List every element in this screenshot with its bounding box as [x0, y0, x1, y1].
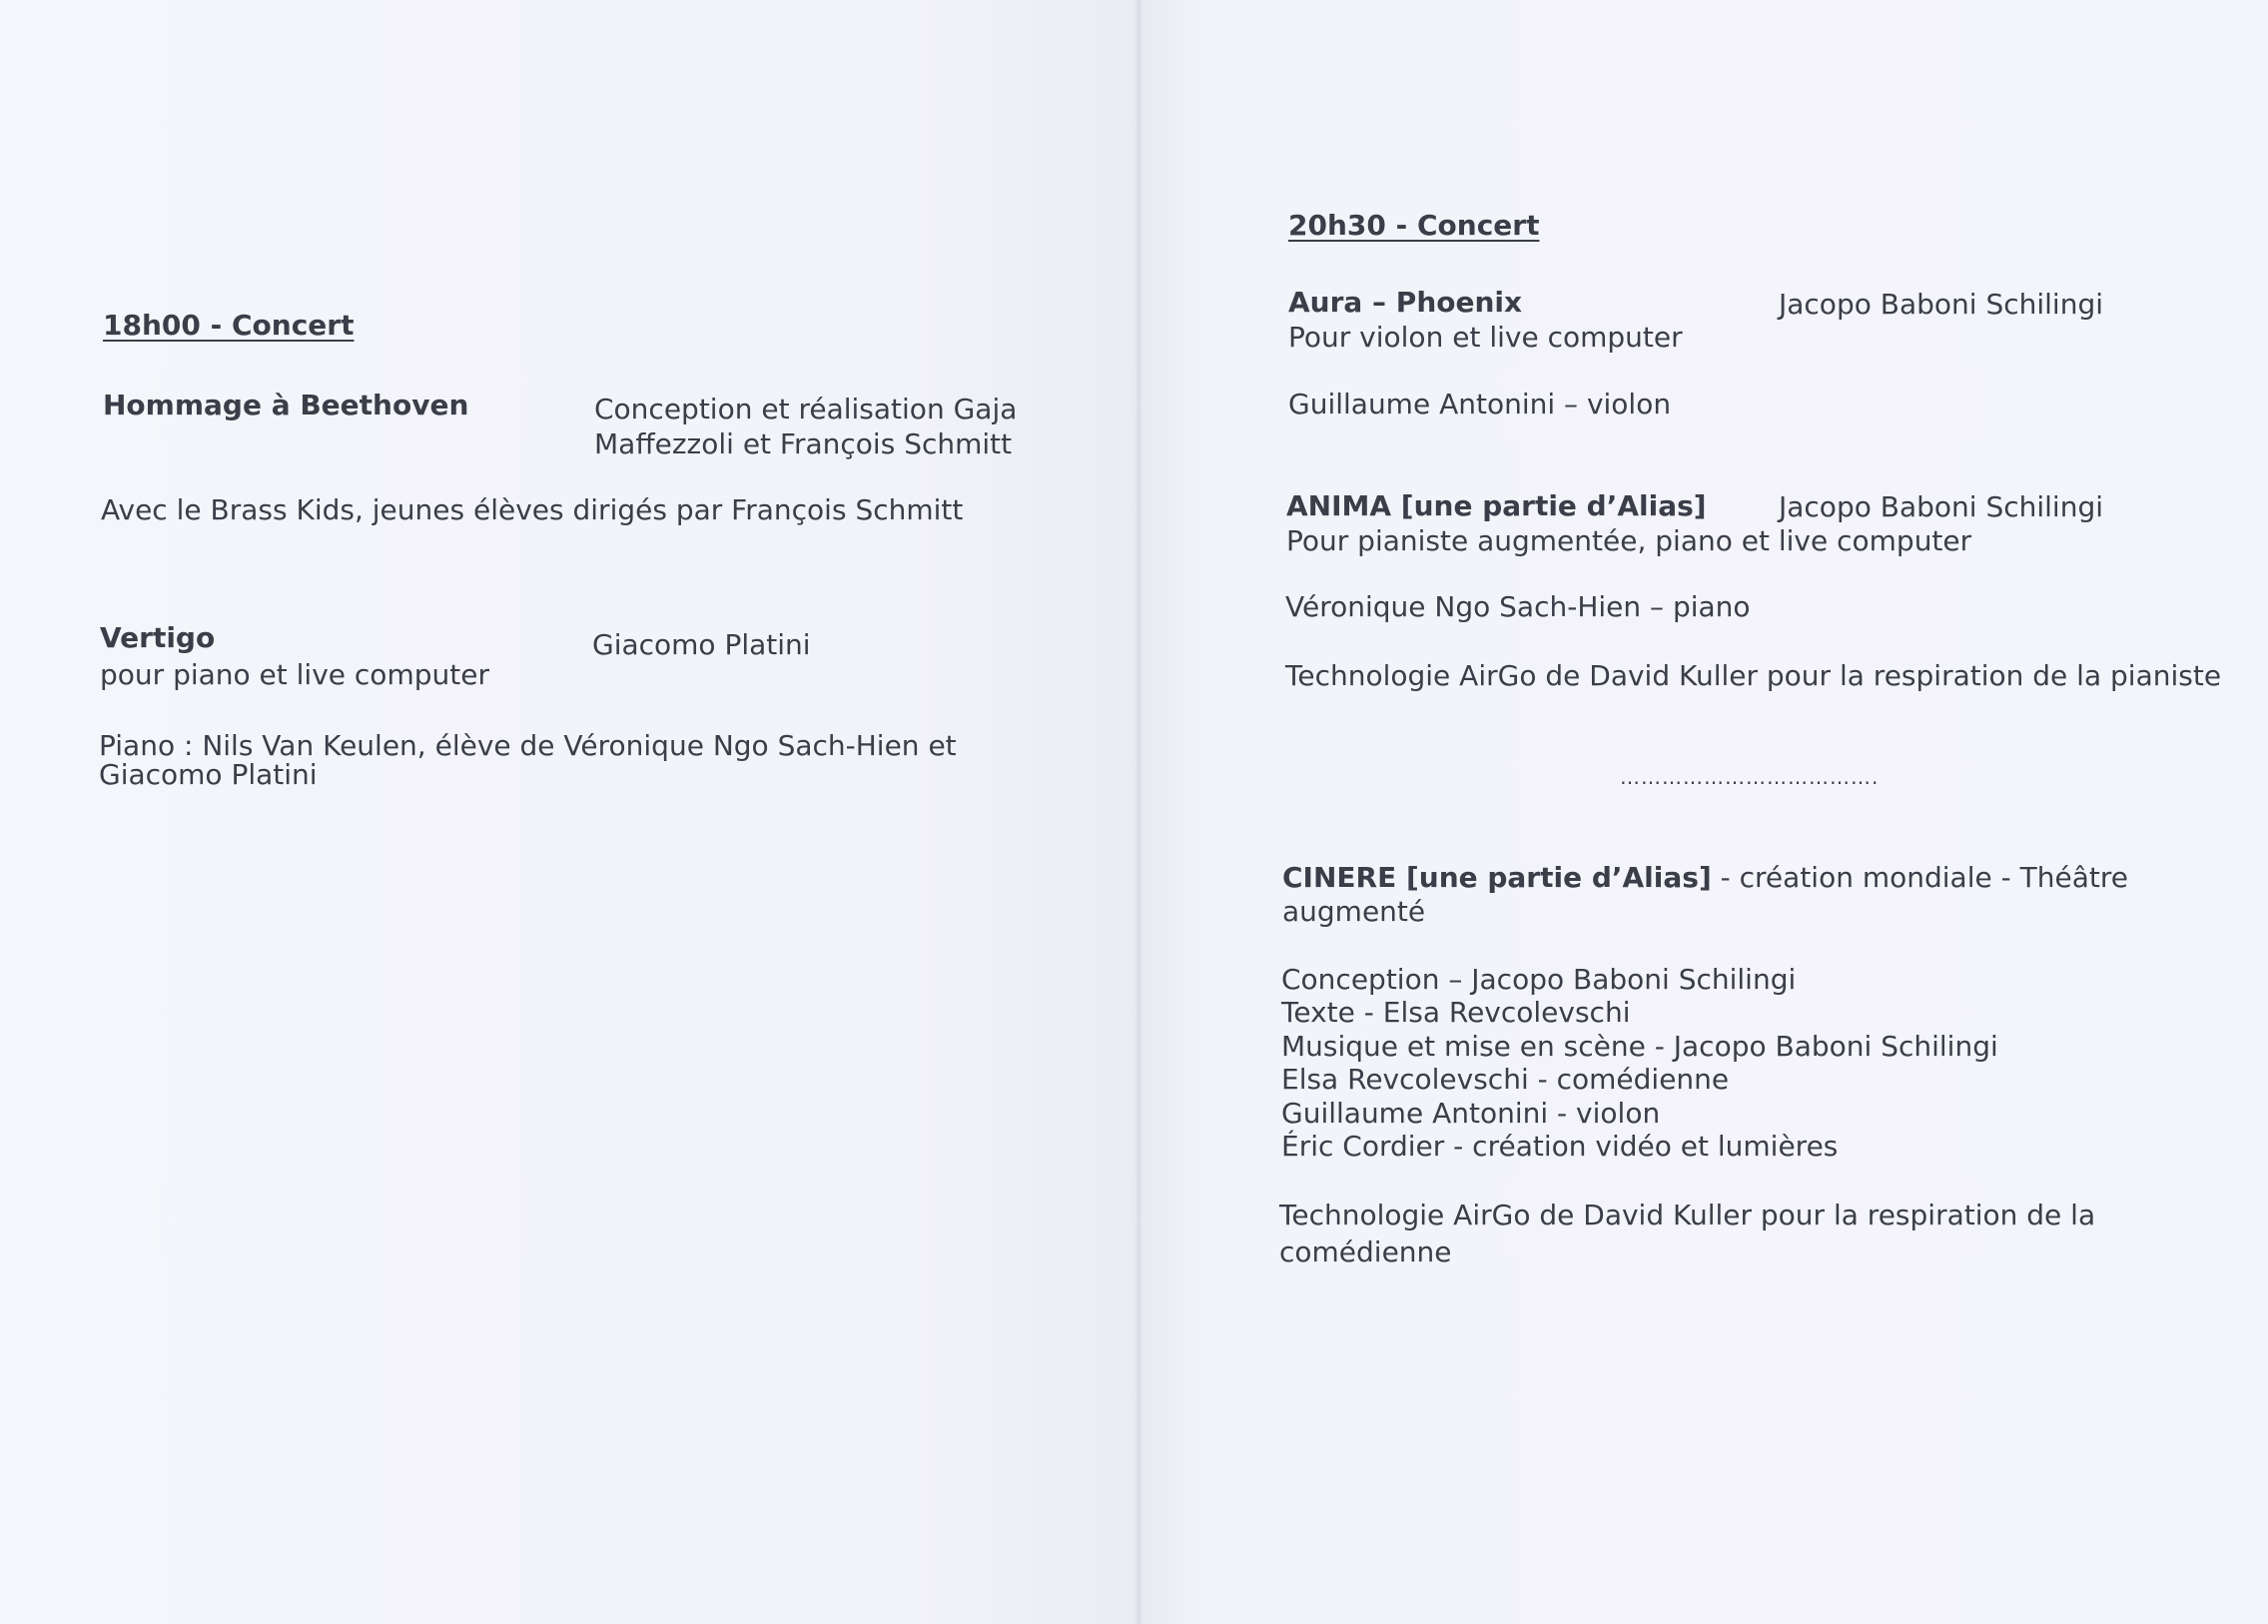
cinere-title: CINERE [une partie d’Alias] — [1282, 861, 1712, 894]
aura-performer: Guillaume Antonini – violon — [1288, 388, 1672, 420]
cinere-credit: Musique et mise en scène - Jacopo Baboni Schilingi — [1281, 1030, 1998, 1063]
anima-title: ANIMA [une partie d’Alias] — [1286, 489, 1707, 522]
cinere-title-line — [1282, 861, 2128, 895]
right-heading: 20h30 - Concert — [1288, 209, 1540, 242]
cinere-credit: Texte - Elsa Revcolevschi — [1281, 996, 1631, 1029]
vertigo-piano-line1: Piano : Nils Van Keulen, élève de Véronique Ngo Sach-Hien et — [99, 729, 957, 762]
hommage-title: Hommage à Beethoven — [103, 389, 469, 421]
vertigo-piano-line2: Giacomo Platini — [99, 758, 318, 791]
hommage-note: Avec le Brass Kids, jeunes élèves dirigés par François Schmitt — [101, 493, 964, 526]
cinere-credit: Conception – Jacopo Baboni Schilingi — [1281, 963, 1797, 996]
cinere-tech-line2: comédienne — [1279, 1235, 1452, 1268]
vertigo-title: Vertigo — [100, 621, 216, 654]
aura-title: Aura – Phoenix — [1288, 286, 1523, 319]
vertigo-subtitle: pour piano et live computer — [100, 658, 489, 691]
hommage-credit-line2: Maffezzoli et François Schmitt — [594, 427, 1013, 460]
anima-tech: Technologie AirGo de David Kuller pour la respiration de la pianiste — [1285, 659, 2222, 692]
cinere-title-suffix: - création mondiale - Théâtre — [1711, 861, 2128, 894]
cinere-title-line2: augmenté — [1282, 895, 1426, 928]
page-fold — [1134, 0, 1142, 1624]
right-page — [1138, 0, 2268, 1624]
vertigo-composer: Giacomo Platini — [592, 628, 811, 661]
aura-composer: Jacopo Baboni Schilingi — [1779, 288, 2103, 321]
hommage-credit-line1: Conception et réalisation Gaja — [594, 393, 1018, 425]
cinere-tech-line1: Technologie AirGo de David Kuller pour la respiration de la — [1279, 1199, 2096, 1231]
left-heading: 18h00 - Concert — [103, 309, 355, 342]
section-separator: ………………………………. — [1620, 765, 1880, 789]
anima-subtitle: Pour pianiste augmentée, piano et live computer — [1286, 524, 1972, 557]
anima-performer: Véronique Ngo Sach-Hien – piano — [1285, 590, 1751, 623]
anima-composer: Jacopo Baboni Schilingi — [1779, 490, 2103, 523]
cinere-credit: Éric Cordier - création vidéo et lumières — [1281, 1130, 1839, 1163]
aura-subtitle: Pour violon et live computer — [1288, 321, 1683, 354]
cinere-credit: Guillaume Antonini - violon — [1281, 1097, 1661, 1130]
cinere-credit: Elsa Revcolevschi - comédienne — [1281, 1063, 1730, 1096]
